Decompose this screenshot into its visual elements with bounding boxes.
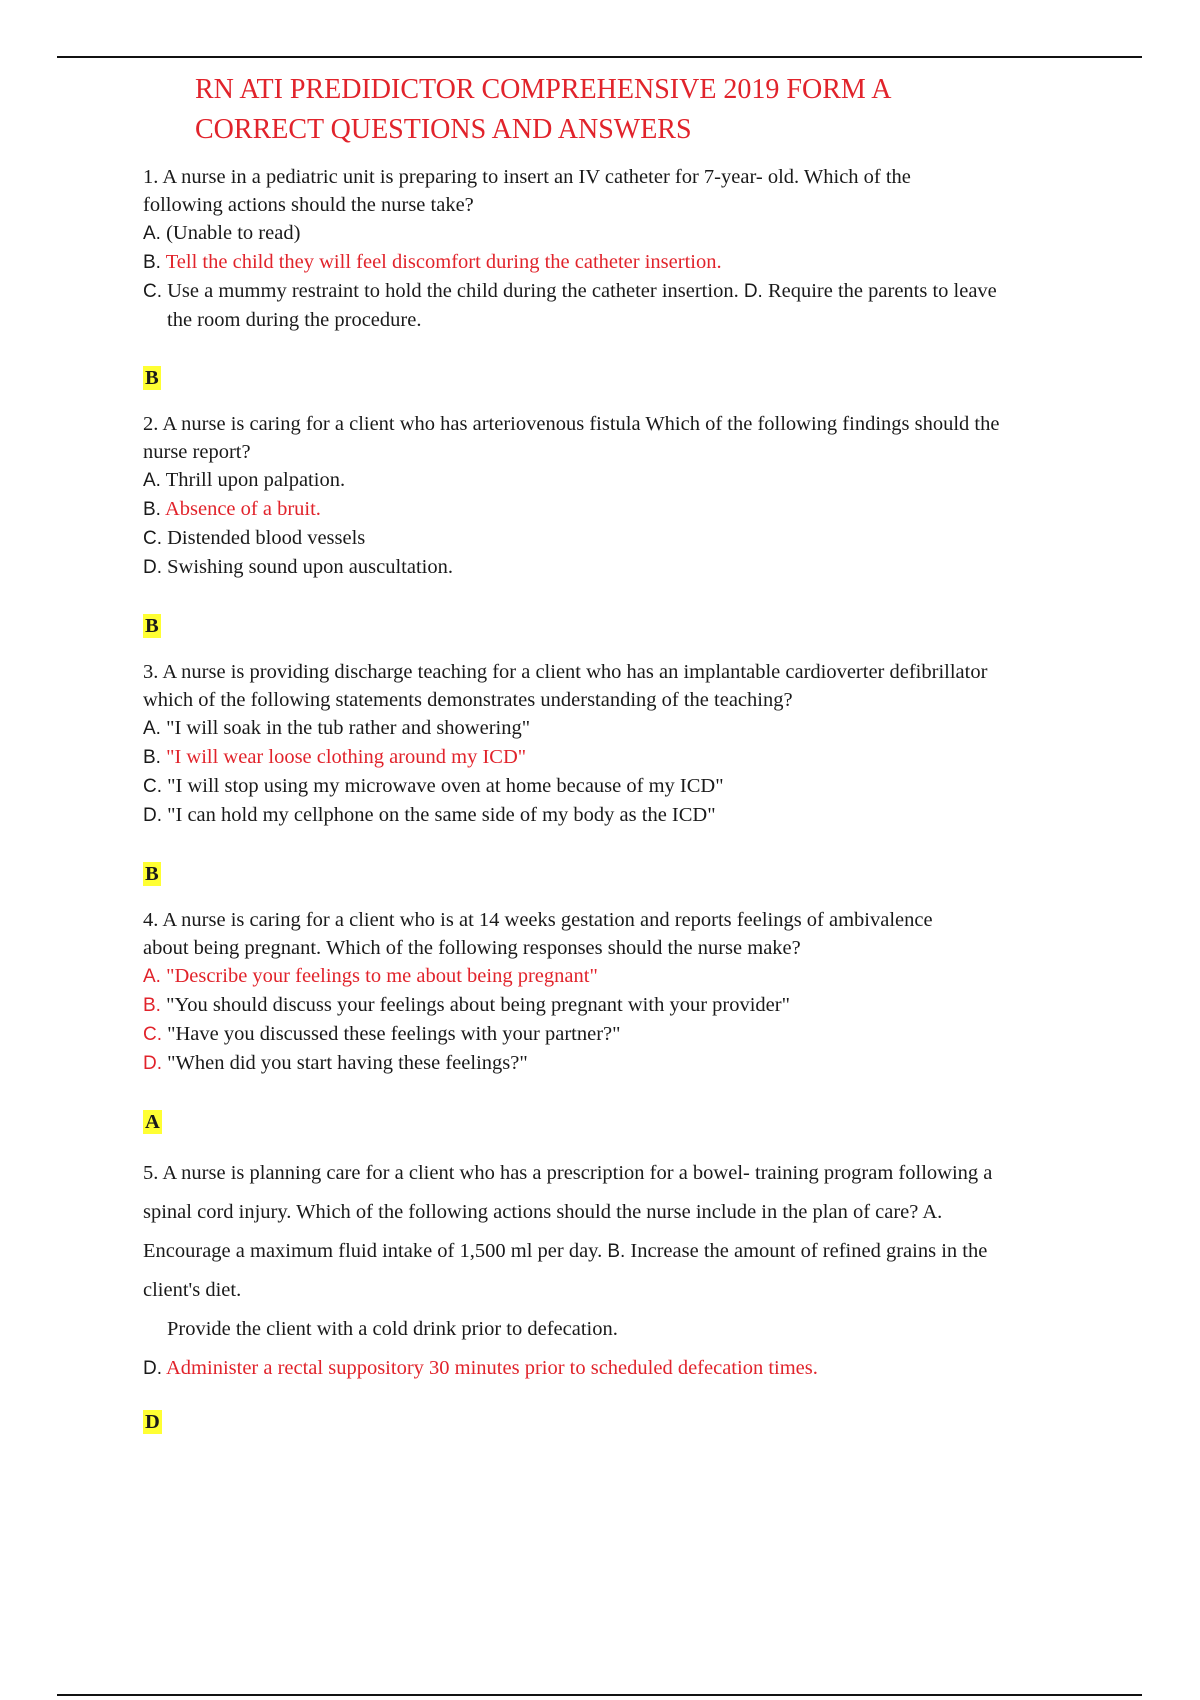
option-text-correct: "Describe your feelings to me about being pregnant" <box>166 965 598 987</box>
title-line-2: CORRECT QUESTIONS AND ANSWERS <box>195 114 692 145</box>
question-1-option-c-d <box>143 277 1073 306</box>
question-2 <box>143 410 1073 640</box>
question-4-option-d <box>143 1049 1073 1078</box>
question-4-stem-line1: 4. A nurse is caring for a client who is at 14 weeks gestation and reports feelings of ambivalence <box>143 909 933 931</box>
question-4-option-b <box>143 991 1073 1020</box>
option-letter: D. <box>743 281 763 302</box>
question-3-option-d <box>143 801 1073 830</box>
option-letter: B. <box>143 995 161 1016</box>
option-text: "When did you start having these feelings?" <box>167 1052 528 1074</box>
question-2-option-a <box>143 466 1073 495</box>
option-text: "You should discuss your feelings about being pregnant with your provider" <box>166 994 790 1016</box>
option-letter: A. <box>143 966 161 987</box>
question-2-stem-line1: 2. A nurse is caring for a client who has arteriovenous fistula Which of the following findings should the <box>143 413 1000 435</box>
question-3-stem-line1: 3. A nurse is providing discharge teaching for a client who has an implantable cardioverter defibrillator <box>143 661 988 683</box>
question-5-line2: spinal cord injury. Which of the following actions should the nurse include in the plan of care? A. <box>143 1201 943 1223</box>
option-text-correct: Tell the child they will feel discomfort during the catheter insertion. <box>165 251 722 273</box>
title-line-1: RN ATI PREDIDICTOR COMPREHENSIVE 2019 FORM A <box>195 74 892 105</box>
question-4-option-a <box>143 962 1073 991</box>
option-letter: C. <box>143 776 162 797</box>
option-text: (Unable to read) <box>166 222 301 244</box>
option-letter: B. <box>143 747 161 768</box>
option-letter: C. <box>143 528 162 549</box>
question-2-option-b <box>143 495 1073 524</box>
question-3-option-a <box>143 714 1073 743</box>
question-4-stem-line2: about being pregnant. Which of the following responses should the nurse make? <box>143 937 801 959</box>
question-1-answer-badge: B <box>145 367 159 389</box>
question-5-line4: client's diet. <box>143 1279 242 1301</box>
option-text: Increase the amount of refined grains in the <box>630 1240 988 1262</box>
question-1 <box>143 163 1073 392</box>
question-5-answer-badge: D <box>145 1411 160 1433</box>
question-2-option-c <box>143 524 1073 553</box>
option-text: Require the parents to leave <box>767 280 997 302</box>
option-text: "Have you discussed these feelings with your partner?" <box>167 1023 621 1045</box>
question-1-option-b <box>143 248 1073 277</box>
option-letter: B. <box>607 1241 626 1262</box>
option-text: Use a mummy restraint to hold the child during the catheter insertion. <box>167 280 739 302</box>
question-1-stem-line2: following actions should the nurse take? <box>143 194 474 216</box>
option-letter: A. <box>143 718 161 739</box>
question-4-answer-badge: A <box>145 1111 160 1133</box>
option-letter: A. <box>143 470 161 491</box>
question-3 <box>143 658 1073 888</box>
question-5-line1: 5. A nurse is planning care for a client who has a prescription for a bowel- training program following a <box>143 1162 993 1184</box>
option-letter: D. <box>143 805 162 826</box>
document-title <box>195 70 1095 150</box>
question-3-answer-badge: B <box>145 863 159 885</box>
option-text: "I will soak in the tub rather and showering" <box>166 717 531 739</box>
option-letter: A. <box>143 223 161 244</box>
question-3-stem-line2: which of the following statements demonstrates understanding of the teaching? <box>143 689 793 711</box>
bottom-rule <box>57 1694 1142 1696</box>
option-letter: D. <box>143 1053 162 1074</box>
option-text-correct: Administer a rectal suppository 30 minutes prior to scheduled defecation times. <box>166 1357 818 1379</box>
option-text: Distended blood vessels <box>167 527 366 549</box>
question-2-stem-line2: nurse report? <box>143 441 251 463</box>
option-letter: C. <box>143 281 162 302</box>
option-text: Swishing sound upon auscultation. <box>167 556 453 578</box>
question-2-option-d <box>143 553 1073 582</box>
option-letter: B. <box>143 499 161 520</box>
question-list <box>143 163 1073 1436</box>
option-letter: C. <box>143 1024 162 1045</box>
question-4-option-c <box>143 1020 1073 1049</box>
option-text-correct: "I will wear loose clothing around my ICD" <box>166 746 527 768</box>
question-5-option-d <box>143 1349 1073 1388</box>
question-4 <box>143 906 1073 1136</box>
option-text-correct: Absence of a bruit. <box>164 498 321 520</box>
question-5-option-c: Provide the client with a cold drink prior to defecation. <box>167 1318 618 1340</box>
option-letter: B. <box>143 252 161 273</box>
question-5 <box>143 1154 1073 1436</box>
option-text: "I will stop using my microwave oven at home because of my ICD" <box>167 775 724 797</box>
question-3-option-c <box>143 772 1073 801</box>
question-5-line3 <box>143 1232 1073 1271</box>
question-2-answer-badge: B <box>145 615 159 637</box>
question-1-option-d-cont: the room during the procedure. <box>167 309 422 331</box>
question-1-stem-line1: 1. A nurse in a pediatric unit is preparing to insert an IV catheter for 7-year- old. Which of the <box>143 166 911 188</box>
question-1-option-a <box>143 219 1073 248</box>
question-3-option-b <box>143 743 1073 772</box>
option-text: Thrill upon palpation. <box>165 469 346 491</box>
top-rule <box>57 56 1142 58</box>
option-text: "I can hold my cellphone on the same side of my body as the ICD" <box>167 804 716 826</box>
option-letter: D. <box>143 1358 162 1379</box>
option-text: Encourage a maximum fluid intake of 1,500 ml per day. <box>143 1240 603 1262</box>
option-letter: D. <box>143 557 162 578</box>
